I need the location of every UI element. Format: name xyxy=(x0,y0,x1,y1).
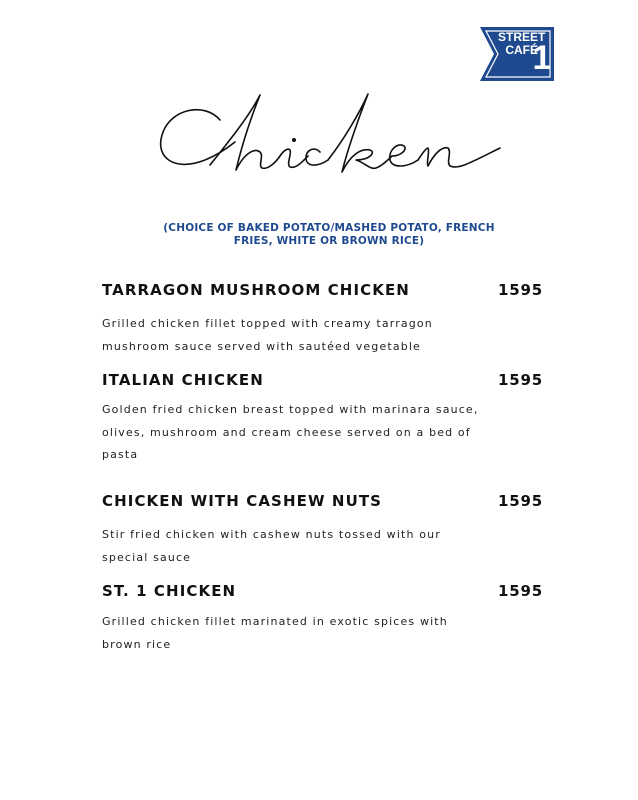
menu-item-price: 1595 xyxy=(498,492,543,510)
menu-item-name: CHICKEN WITH CASHEW NUTS xyxy=(102,492,383,510)
menu-item-price: 1595 xyxy=(498,281,543,299)
menu-item-description: Golden fried chicken breast topped with marinara sauce, olives, mushroom and cream cheese served on a bed of pasta xyxy=(102,403,479,461)
logo-line-cafe: CAFÉ xyxy=(505,43,538,57)
logo-line-street: STREET xyxy=(498,30,546,44)
menu-item-description: Grilled chicken fillet marinated in exotic spices with brown rice xyxy=(102,615,448,651)
menu-item-description: Grilled chicken fillet topped with creamy tarragon mushroom sauce served with sautéed vegetable xyxy=(102,317,433,353)
menu-item-name: ITALIAN CHICKEN xyxy=(102,371,264,389)
menu-item-name: TARRAGON MUSHROOM CHICKEN xyxy=(102,281,410,299)
menu-item-name: ST. 1 CHICKEN xyxy=(102,582,237,600)
menu-item-description: Stir fried chicken with cashew nuts tossed with our special sauce xyxy=(102,528,441,564)
logo-number: 1 xyxy=(532,39,552,77)
menu-item-price: 1595 xyxy=(498,582,543,600)
menu-item-price: 1595 xyxy=(498,371,543,389)
street-cafe-logo xyxy=(476,25,556,83)
sides-note: (CHOICE OF BAKED POTATO/MASHED POTATO, FRENCH FRIES, WHITE OR BROWN RICE) xyxy=(163,222,495,247)
logo-wordmark xyxy=(498,30,546,57)
page-title xyxy=(150,90,510,200)
script-title-lettering xyxy=(150,90,510,200)
